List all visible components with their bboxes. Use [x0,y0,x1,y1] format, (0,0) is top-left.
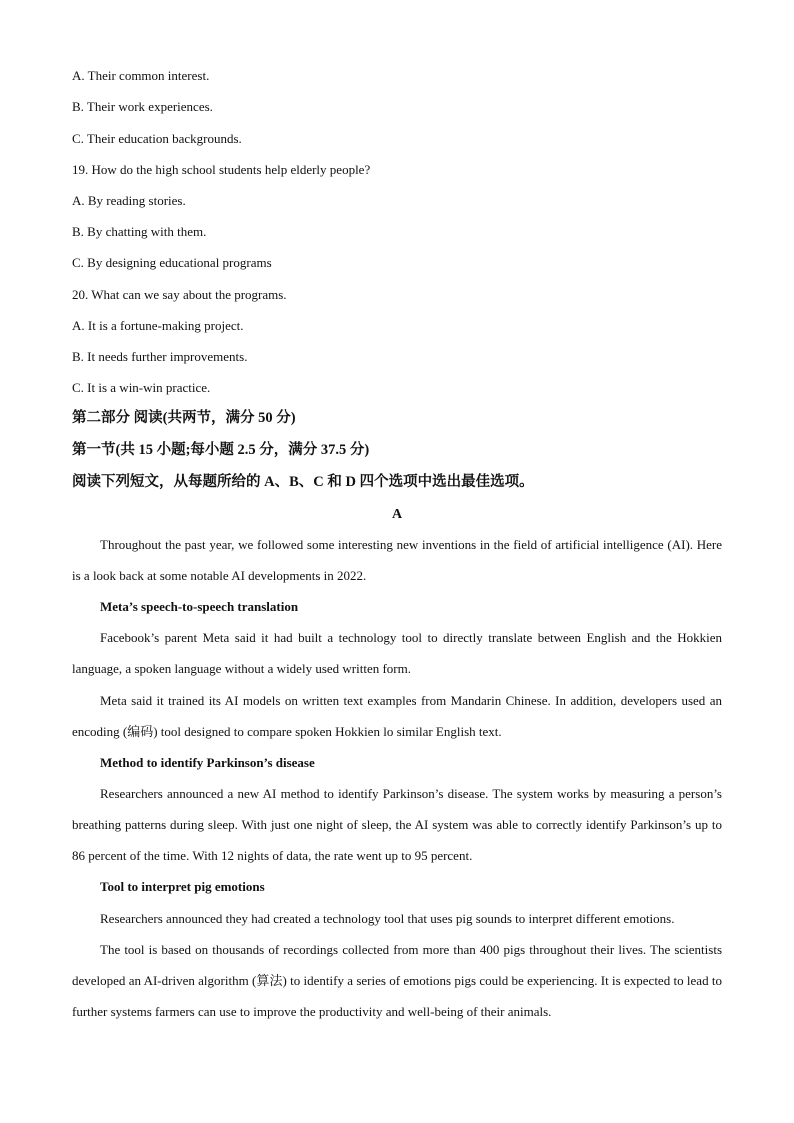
parkinson-paragraph: Researchers announced a new AI method to identify Parkinson’s disease. The system works by measuring a person’s breathing patterns during sleep. With just one night of sleep, the AI system was able to correctly identify Parkinson’s up to 86 percent of the time. With 12 nights of data, the rate went up to 95 percent. [72,786,722,863]
q19-stem: 19. How do the high school students help elderly people? [72,162,371,177]
q19-option-c: C. By designing educational programs [72,255,272,270]
parkinson-heading: Method to identify Parkinson’s disease [100,755,315,770]
pig-paragraph-1: Researchers announced they had created a technology tool that uses pig sounds to interpret different emotions. [100,911,675,926]
q18-option-b: B. Their work experiences. [72,99,213,114]
passage-intro: Throughout the past year, we followed some interesting new inventions in the field of artificial intelligence (AI). Here is a look back at some notable AI developments in 2022. [72,537,722,583]
q18-option-a: A. Their common interest. [72,68,210,83]
reading-instruction: 阅读下列短文，从每题所给的 A、B、C 和 D 四个选项中选出最佳选项。 [72,474,534,490]
section1-title: 第一节(共 15 小题;每小题 2.5 分，满分 37.5 分) [72,442,370,458]
part2-title: 第二部分 阅读(共两节，满分 50 分) [72,410,296,426]
q20-option-a: A. It is a fortune-making project. [72,318,244,333]
passage-label: A [391,507,403,522]
q20-stem: 20. What can we say about the programs. [72,287,287,302]
q18-option-c: C. Their education backgrounds. [72,131,242,146]
meta-paragraph-2: Meta said it trained its AI models on written text examples from Mandarin Chinese. In addition, developers used an encoding (编码) tool designed to compare spoken Hokkien lo similar English text. [72,693,722,739]
pig-heading: Tool to interpret pig emotions [100,879,265,894]
q20-option-c: C. It is a win-win practice. [72,380,211,395]
meta-heading: Meta’s speech-to-speech translation [100,599,299,614]
q20-option-b: B. It needs further improvements. [72,349,248,364]
q19-option-a: A. By reading stories. [72,193,186,208]
meta-paragraph-1: Facebook’s parent Meta said it had built a technology tool to directly translate between English and the Hokkien language, a spoken language without a widely used written form. [72,630,722,676]
q19-option-b: B. By chatting with them. [72,224,207,239]
pig-paragraph-2: The tool is based on thousands of recordings collected from more than 400 pigs throughout their lives. The scientists developed an AI-driven algorithm (算法) to identify a series of emotions pigs could be experiencing. It is expected to lead to further systems farmers can use to improve the productivity and well-being of their animals. [72,942,722,1019]
